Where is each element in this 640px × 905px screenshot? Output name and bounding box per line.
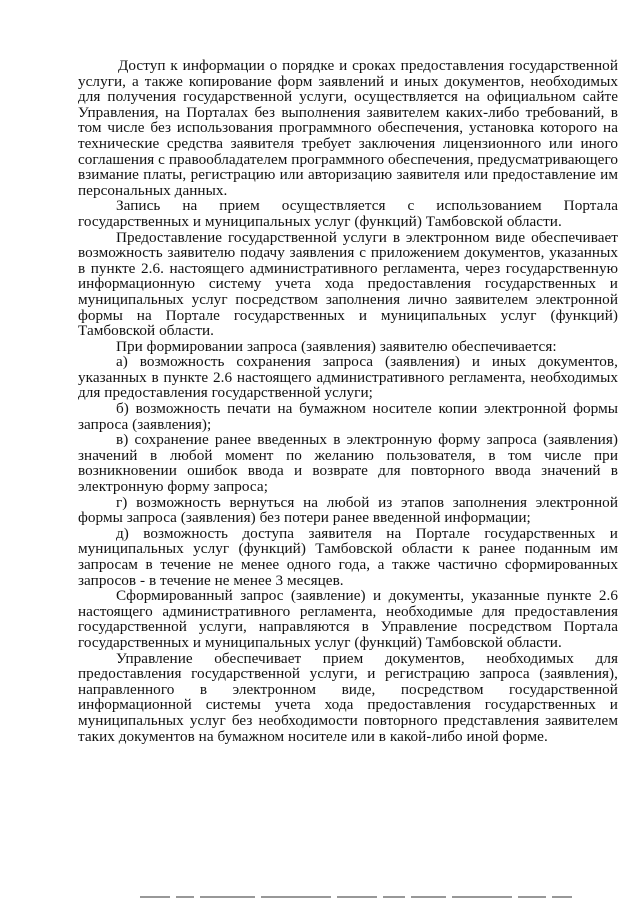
paragraph-appointment: Запись на прием осуществляется с использованием Портала государственных и муниципальных услуг (функций) Тамбовской области. [78, 197, 618, 230]
document-page [78, 58, 618, 744]
scan-mark [518, 896, 546, 898]
list-item-v: в) сохранение ранее введенных в электронную форму запроса (заявления) значений в любой момент по желанию пользователя, в том числе при возникновении ошибок ввода и возврате для повторного ввода значений в электронную форму запроса; [78, 431, 618, 496]
paragraph-request-forming: При формировании запроса (заявления) заявителю обеспечивается: [116, 337, 557, 355]
scan-mark [140, 896, 170, 898]
list-item-a: а) возможность сохранения запроса (заявления) и иных документов, указанных в пункте 2.6 настоящего административного регламента, необходимых для предоставления государственной услуги; [78, 353, 618, 402]
paragraph-department-receipt: Управление обеспечивает прием документов, необходимых для предоставления государственной услуги, и регистрацию запроса (заявления), направленного в электронном виде, посредством государственной информационной системы учета хода предоставления государственных и муниципальных услуг без необходимости повторного представления заявителем таких документов на бумажном носителе или в какой-либо иной форме. [78, 649, 618, 745]
paragraph-electronic-service: Предоставление государственной услуги в электронном виде обеспечивает возможность заявителю подачу заявления с приложением документов, указанных в пункте 2.6. настоящего административного регламента, через государственную информационную систему учета хода предоставления государственных и муниципальных услуг посредством заполнения лично заявителем электронной формы на Портале государственных и муниципальных услуг (функций) Тамбовской области. [78, 228, 618, 340]
scan-mark [261, 896, 331, 898]
paragraph-access-info: Доступ к информации о порядке и сроках предоставления государственной услуги, а также копирование форм заявлений и иных документов, необходимых для получения государственной услуги, осуществляется на официальном сайте Управления, на Порталах без выполнения заявителем каких-либо требований, в том числе без использования программного обеспечения, установка которого на технические средства заявителя требует заключения лицензионного или иного соглашения с правообладателем программного обеспечения, предусматривающего взимание платы, регистрацию или авторизацию заявителя или предоставление им персональных данных. [78, 57, 618, 199]
list-item-d: д) возможность доступа заявителя на Портале государственных и муниципальных услуг (функций) Тамбовской области к ранее поданным им запросам в течение не менее одного года, а также частично сформированных запросов - в течение не менее 3 месяцев. [78, 524, 618, 589]
scan-mark [176, 896, 194, 898]
scan-mark [411, 896, 446, 898]
scan-mark [383, 896, 405, 898]
paragraph-request-sent: Сформированный запрос (заявление) и документы, указанные пункте 2.6 настоящего административного регламента, необходимые для предоставления государственной услуги, направляются в Управление посредством Портала государственных и муниципальных услуг (функций) Тамбовской области. [78, 587, 618, 651]
scan-mark [552, 896, 572, 898]
scan-artifact-marks [140, 895, 600, 899]
list-item-g: г) возможность вернуться на любой из этапов заполнения электронной формы запроса (заявления) без потери ранее введенной информации; [78, 493, 618, 527]
scan-mark [200, 896, 255, 898]
list-item-b: б) возможность печати на бумажном носителе копии электронной формы запроса (заявления); [78, 400, 618, 433]
scan-mark [452, 896, 512, 898]
scan-mark [337, 896, 377, 898]
